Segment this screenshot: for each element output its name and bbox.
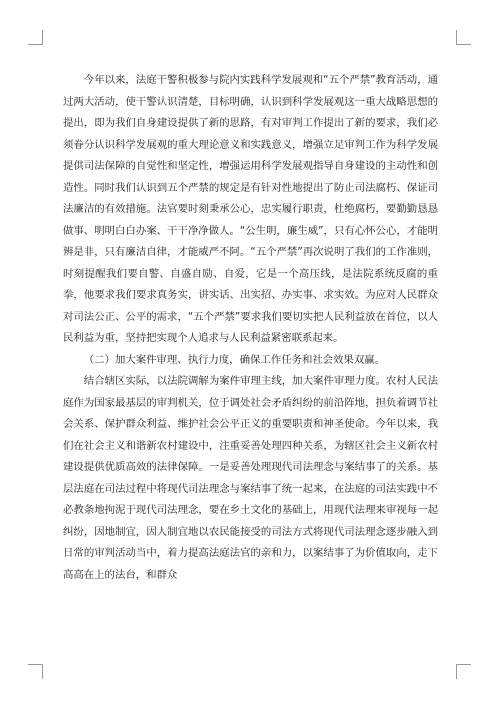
crop-mark-bottom-right [456,664,471,679]
crop-mark-bottom-left [28,664,43,679]
section-heading-trial-enforcement: （二）加大案件审理、执行力度，确保工作任务和社会效果双赢。 [83,353,386,366]
crop-mark-top-left [28,30,43,45]
document-body [63,70,438,586]
crop-mark-top-right [456,30,471,45]
paragraph-education-activities: 今年以来，法庭干警积极参与院内实践科学发展观和“五个严禁”教育活动，通过两大活动，使干警认识清楚，目标明确，认识到科学发展观这一重大战略思想的提出，即为我们自身建设提供了新的思路，有对审判工作提出了新的要求，我们必须眷分认识科学发展观的重大理论意义和实践意义，增强立足审判工作为科学发展提供司法保障的自觉性和坚定性，增强运用科学发展观指导自身建设的主动性和创造性。同时我们认识到五个严禁的规定是有针对性地提出了防止司法腐朽、保证司法廉洁的有效措施。法官要时刻秉承公心，忠实履行职责，杜绝腐朽，要勤勤恳恳做事、明明白白办案、干干净净做人。“公生明，廉生威”，只有心怀公心，才能明辨是非，只有廉洁自律，才能威严不阿。“五个严禁”再次说明了我们的工作准则，时刻提醒我们要自警、自盛自励、自爱，它是一个高压线，是法院系统反腐的重拳，他要求我们要求真务实，讲实话、出实招、办实事、求实效。为应对人民群众对司法公正、公平的需求，“五个严禁”要求我们要切实把人民利益放在首位，以人民利益为重，坚持把实现个人追求与人民利益紧密联系起来。 [63,74,438,344]
paragraph-case-trial: 结合辖区实际，以法院调解为案件审理主线，加大案件审理力度。农村人民法庭作为国家最基层的审判机关，位于调处社会矛盾纠纷的前沿阵地，担负着调节社会关系、保护群众利益、维护社会公平正义的重要职责和神圣使命。今年以来，我们在社会主义和谐新农村建设中，注重妥善处理四种关系，为辖区社会主义新农村建设提供优质高效的法律保障。一是妥善处理现代司法理念与案结事了的关系。基层法庭在司法过程中将现代司法理念与案结事了统一起来，在法庭的司法实践中不必教条地拘泥于现代司法理念，要在乡土文化的基础上，用现代法理来审视每一起纠纷，因地制宜，因人制宜地以农民能接受的司法方式将现代司法理念逐步融入到日常的审判活动当中，着力提高法庭法官的亲和力，以案结事了为价值取向，走下高高在上的法台，和群众 [63,375,438,581]
